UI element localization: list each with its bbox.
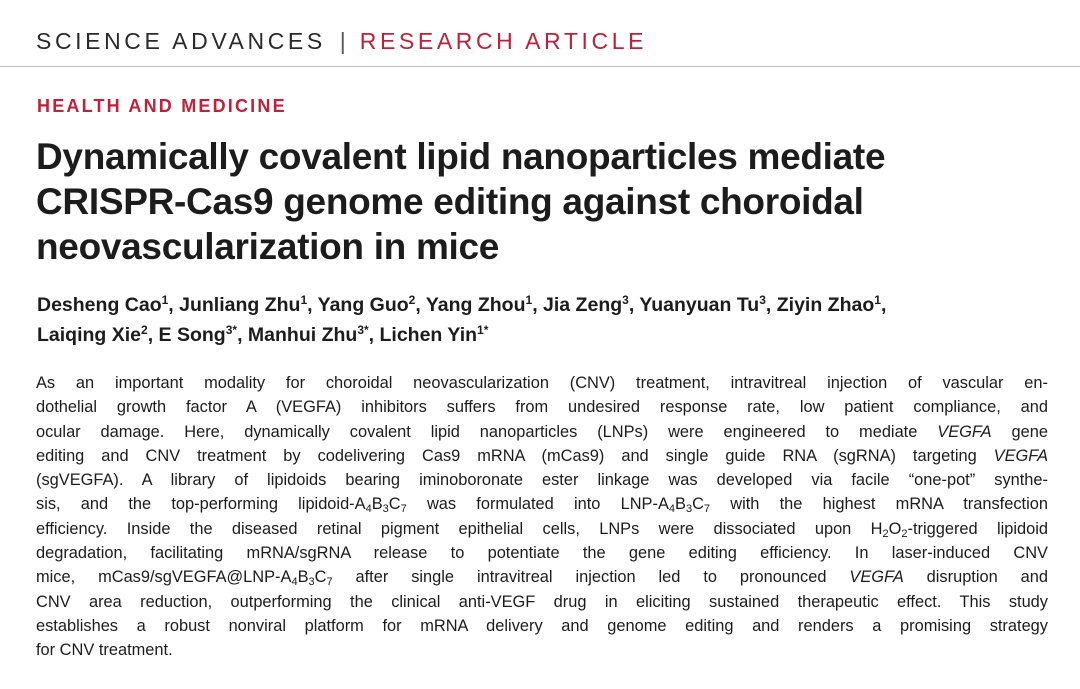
author-affiliation: 3 <box>622 293 629 307</box>
author-name: Lichen Yin <box>379 324 478 346</box>
author-name: Yang Guo <box>317 294 409 316</box>
abstract-line: degradation, facilitating mRNA/sgRNA release to potentiate the gene editing efficiency. In laser-induced CNV <box>36 544 1048 563</box>
abstract-line: sis, and the top-performing lipidoid-$A_4B_3C_7$ was formulated into LNP-$A_4B_3C_7$ with the highest mRNA transfection <box>36 495 1048 516</box>
section-label: HEALTH AND MEDICINE <box>37 96 287 116</box>
author-name: Ziyin Zhao <box>776 294 875 316</box>
author-affiliation: 2 <box>141 323 148 337</box>
journal-header <box>36 26 647 56</box>
author-affiliation: 1 <box>874 293 881 307</box>
abstract-line: editing and CNV treatment by codelivering Cas9 mRNA (mCas9) and single guide RNA (sgRNA) targeting VEGFA <box>36 446 1048 465</box>
article-type: RESEARCH ARTICLE <box>359 28 648 54</box>
abstract-line: efficiency. Inside the diseased retinal pigment epithelial cells, LNPs were dissociated upon $H_2O_2$-triggered lipidoid <box>36 519 1048 540</box>
gene-name: VEGFA <box>849 568 904 587</box>
author-affiliation: 3* <box>357 323 369 337</box>
author-line: Desheng Cao$^1$, Junliang Zhu$^1$, Yang Guo$^2$, Yang Zhou$^1$, Jia Zeng$^3$, Yuanyuan Tu$^3$, Ziyin Zhao$^1$, <box>37 293 887 316</box>
abstract-line: ocular damage. Here, dynamically covalent lipid nanoparticles (LNPs) were engineered to mediate VEGFA gene <box>36 422 1048 441</box>
abstract-line: CNV area reduction, outperforming the clinical anti-VEGF drug in eliciting sustained therapeutic effect. This study <box>36 592 1048 611</box>
author-name: E Song <box>158 324 226 346</box>
author-name: Laiqing Xie <box>37 324 142 346</box>
abstract-line: As an important modality for choroidal neovascularization (CNV) treatment, intravitreal injection of vascular en- <box>36 374 1048 392</box>
author-name: Desheng Cao <box>37 294 162 316</box>
author-affiliation: 1 <box>161 293 169 307</box>
gene-name: VEGFA <box>993 446 1048 465</box>
title-line: Dynamically covalent lipid nanoparticles mediate <box>36 136 886 177</box>
author-affiliation: 1* <box>477 323 489 337</box>
author-list <box>37 290 1047 350</box>
abstract-line: establishes a robust nonviral platform for mRNA delivery and genome editing and renders a promising strategy <box>36 616 1048 635</box>
abstract-line: mice, $mCas9/sgVEGFA@LNP-A_4B_3C_7$ after single intravitreal injection led to pronounced VEGFA disruption and <box>36 568 1048 589</box>
gene-name: VEGFA <box>937 422 992 441</box>
header-separator: | <box>339 28 346 54</box>
author-name: Junliang Zhu <box>179 294 301 316</box>
author-name: Jia Zeng <box>543 294 623 316</box>
title-line: neovascularization in mice <box>36 226 500 267</box>
abstract-line: for CNV treatment. <box>36 641 173 660</box>
author-name: Manhui Zhu <box>247 324 358 346</box>
author-name: Yuanyuan Tu <box>639 294 760 316</box>
abstract-line: (sgVEGFA). A library of lipidoids bearing iminoboronate ester linkage was developed via facile “one-pot” synthe- <box>36 471 1048 490</box>
header-divider <box>0 66 1080 67</box>
author-affiliation: 2 <box>408 293 416 307</box>
author-affiliation: 1 <box>300 293 308 307</box>
author-line: Laiqing Xie$^2$, E Song$^{3*}$, Manhui Zhu$^{3*}$, Lichen Yin$^{1*}$ <box>37 323 489 346</box>
abstract-line: dothelial growth factor A (VEGFA) inhibitors suffers from undesired response rate, low patient compliance, and <box>36 398 1048 417</box>
author-affiliation: 3* <box>225 323 238 337</box>
author-name: Yang Zhou <box>425 294 526 316</box>
author-affiliation: 1 <box>525 293 533 307</box>
title-line: CRISPR-Cas9 genome editing against choroidal <box>36 181 864 222</box>
article-title <box>36 134 1046 269</box>
abstract <box>36 371 1048 663</box>
author-affiliation: 3 <box>759 293 766 307</box>
journal-name: SCIENCE ADVANCES <box>36 28 326 54</box>
